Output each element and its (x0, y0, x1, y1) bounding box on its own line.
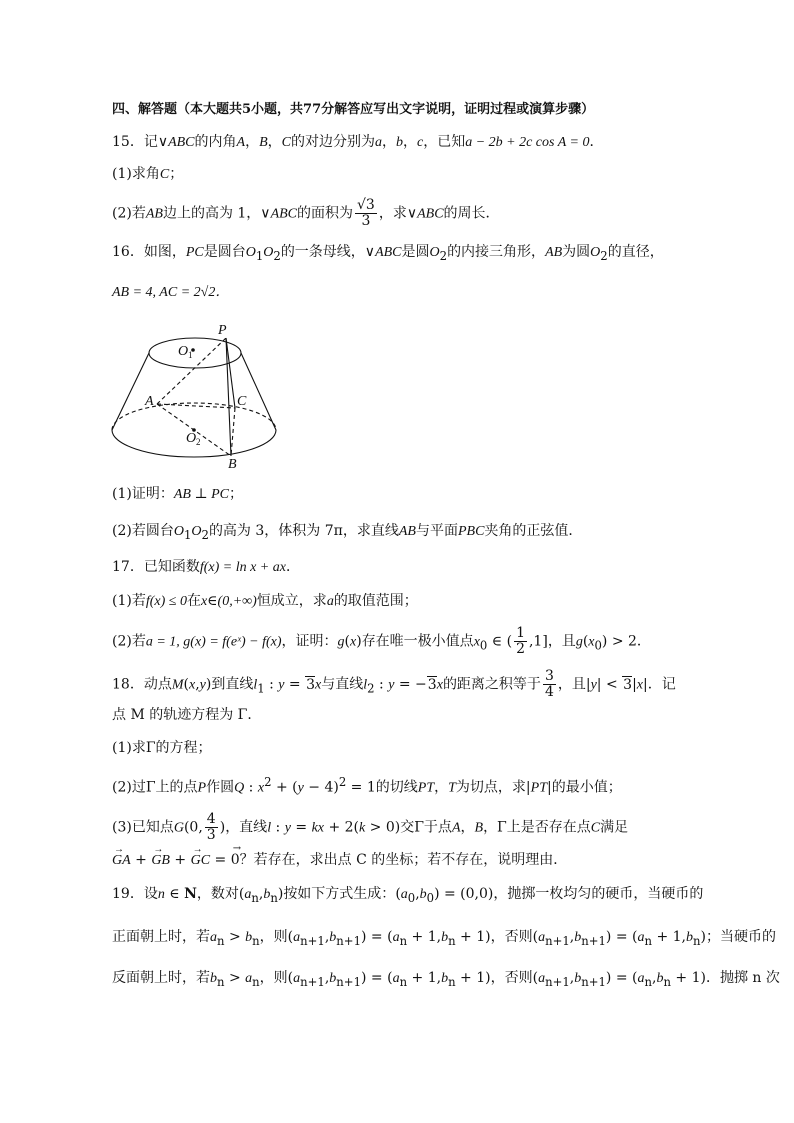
question-18: 18．动点M(x,y)到直线$l_1$ : y = 3x与直线$l_2$ : y = −3x的距离之积等于 $\frac{3}{4}$ ，且|y| < 3|x|．记 (112, 668, 676, 700)
question-18-part-2: (2)过Γ上的点P作圆Q : $x^2 + (y - 4)^2 = 1$的切线PT，T为切点，求|PT|的最小值； (112, 775, 622, 796)
question-17-part-1: (1)若f(x) ≤ 0在x∈(0,+∞)恒成立，求a的取值范围； (112, 593, 418, 609)
label-A: A (145, 394, 154, 409)
label-B: B (228, 457, 237, 470)
question-17: 17．已知函数f(x) = ln x + ax． (112, 559, 300, 575)
right-generatrix (241, 353, 276, 430)
edge-AP (157, 338, 226, 404)
question-17-part-2: (2)若a = 1, g(x) = f(eˣ) − f(x)，证明：g(x)存在唯一极小值点$x_0$ ∈ ( $\frac{1}{2}$ ,1]，且$g(x_0) > 2$． (112, 625, 651, 657)
frustum-figure (108, 318, 288, 470)
question-15: 15．记∨ABC的内角A，B，C的对边分别为a，b，c，已知a − 2b + 2c cos A = 0． (112, 134, 604, 150)
section-header: 四、解答题（本大题共5小题，共77分解答应写出文字说明，证明过程或演算步骤） (112, 102, 595, 117)
question-18-part-3: (3)已知点G(0, $\frac{4}{3}$ )，直线l : y = kx + 2(k > 0)交Γ于点A，B，Γ上是否存在点C满足 (112, 811, 629, 843)
label-O2-sub: 2 (196, 437, 201, 447)
question-16-part-2: (2)若圆台$O_1O_2$的高为 3，体积为 7π，求直线AB与平面PBC夹角的正弦值． (112, 523, 583, 542)
question-18-line-2: 点 M 的轨迹方程为 Γ． (112, 707, 262, 723)
question-15-part-1: (1)求角C； (112, 166, 184, 182)
label-O1: O (178, 344, 189, 359)
label-P: P (218, 323, 227, 338)
question-15-part-2: (2)若AB边上的高为 1，∨ABC的面积为 $\frac{√3}{3}$ ，求∨ABC的周长． (112, 197, 500, 229)
question-16: 16．如图，PC是圆台$O_1O_2$的一条母线，∨ABC是圆$O_2$的内接三角形，AB为圆$O_2$的直径， (112, 244, 664, 263)
question-16-given: AB = 4, AC = 2√2． (112, 285, 230, 300)
edge-CB (231, 408, 235, 456)
left-generatrix (112, 353, 149, 430)
label-C: C (237, 394, 247, 409)
question-16-part-1: (1)证明：AB ⊥ PC； (112, 486, 244, 502)
question-18-part-1: (1)求Γ的方程； (112, 740, 212, 756)
question-19-line-3: 反面朝上时，若$b_n > a_n$，则$(a_{n+1},b_{n+1}) = (a_n + 1,b_n + 1)$，否则$(a_{n+1},b_{n+1}) = (a_n,b_n + 1)$．抛掷 n 次 (112, 970, 780, 989)
bottom-base-back-arc (112, 403, 276, 430)
question-18-part-3-line-2: → GA + → GB + → GC = → 0？若存在，求出点 C 的坐标；若不存在，说明理由． (112, 850, 567, 871)
question-19: 19．设n ∈ N，数对$(a_n,b_n)$按如下方式生成：$(a_0,b_0) = (0,0)$，抛掷一枚均匀的硬币，当硬币的 (112, 886, 704, 905)
question-19-line-2: 正面朝上时，若$a_n > b_n$，则$(a_{n+1},b_{n+1}) = (a_n + 1,b_n + 1)$，否则$(a_{n+1},b_{n+1}) = (a_n + 1,b_n)$；当硬币的 (112, 929, 776, 948)
label-O1-sub: 1 (188, 350, 193, 360)
label-O2: O (186, 431, 197, 446)
